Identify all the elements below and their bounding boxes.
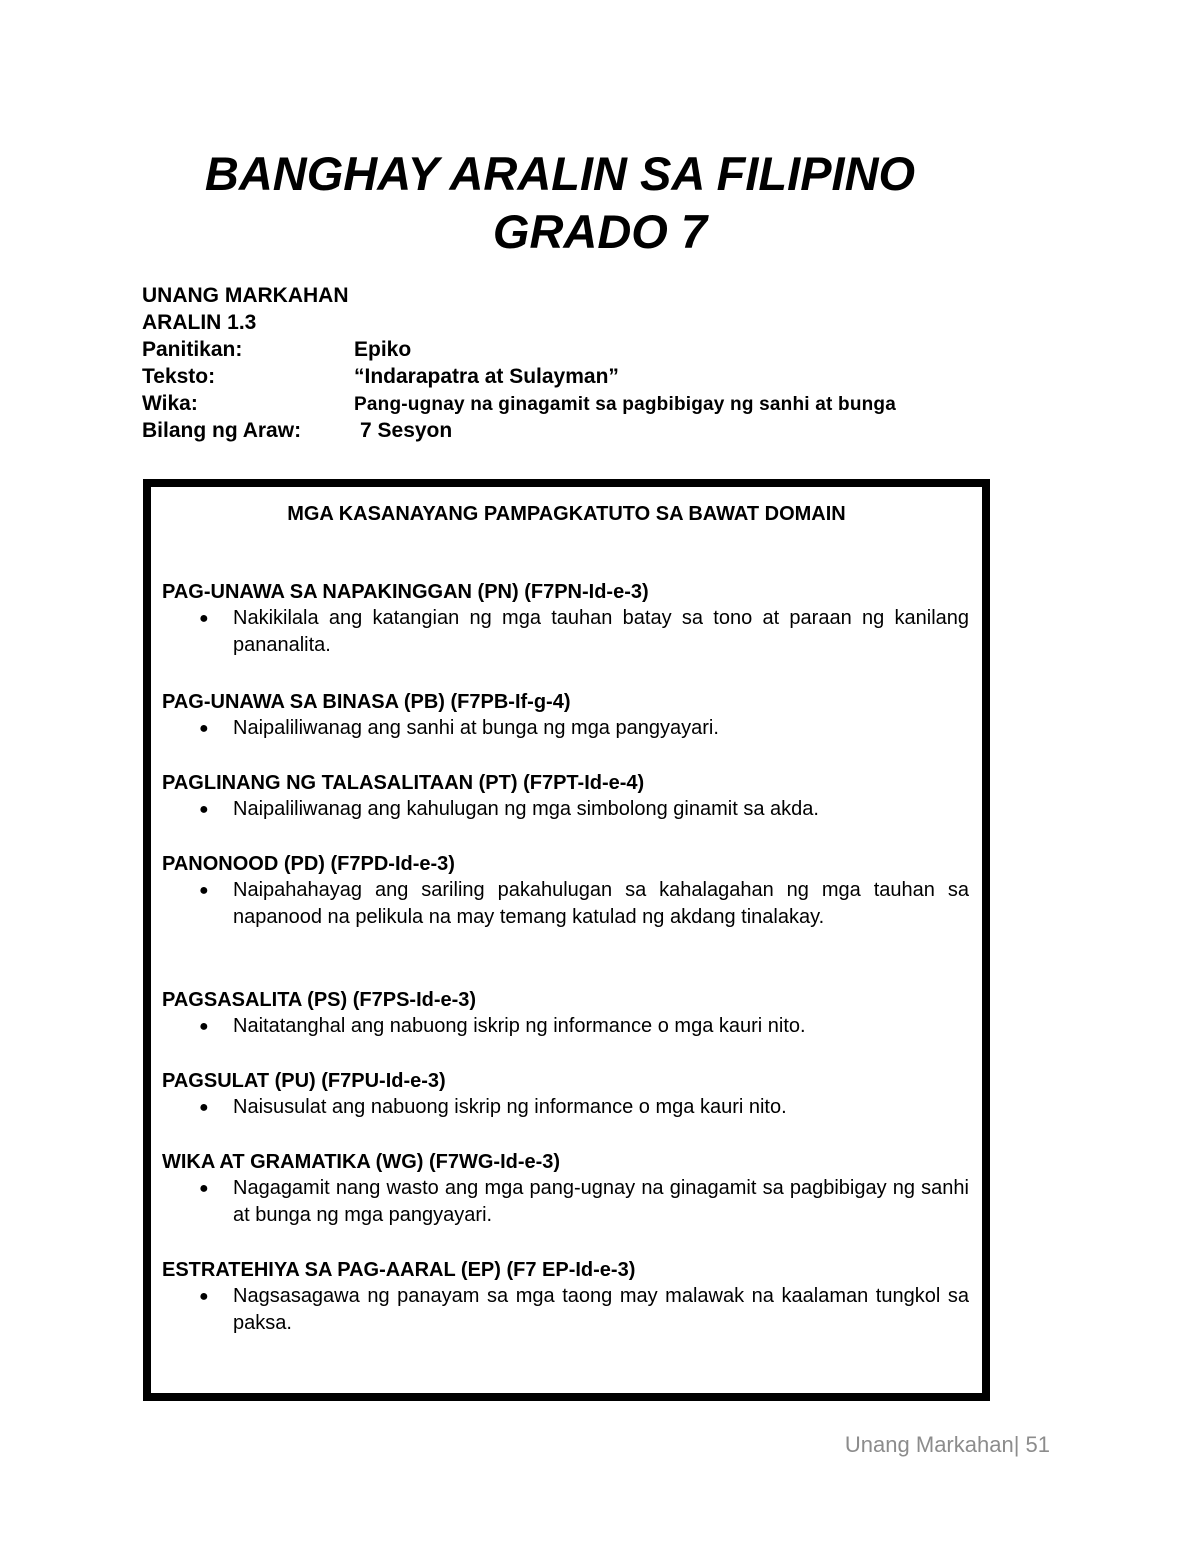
domain-title: PAG-UNAWA SA NAPAKINGGAN (PN) (F7PN-Id-e-3) — [162, 581, 649, 603]
competency-text: Naipaliliwanag ang sanhi at bunga ng mga pangyayari. — [233, 717, 719, 739]
domain-title: PAGSULAT (PU) (F7PU-Id-e-3) — [162, 1070, 446, 1092]
domain-title: PANONOOD (PD) (F7PD-Id-e-3) — [162, 853, 455, 875]
info-value: 7 Sesyon — [360, 419, 453, 442]
competency-text: Nagsasagawa ng panayam sa mga taong may malawak na kaalaman tungkol sa paksa. — [233, 1285, 969, 1334]
competency-text: Naipaliliwanag ang kahulugan ng mga simbolong ginamit sa akda. — [233, 798, 819, 820]
bullet-icon: ● — [199, 1018, 209, 1035]
page-footer: Unang Markahan| 51 — [844, 1432, 1050, 1457]
domain-section — [162, 987, 969, 1040]
bullet-icon: ● — [199, 882, 209, 899]
list-item — [162, 715, 969, 742]
info-row-wika — [142, 390, 896, 417]
list-item — [162, 1013, 969, 1040]
list-item — [162, 877, 969, 931]
info-label: Teksto: — [142, 365, 216, 388]
competency-text: Naisusulat ang nabuong iskrip ng informance o mga kauri nito. — [233, 1096, 787, 1118]
bullet-icon: ● — [199, 720, 209, 737]
domain-section — [162, 851, 969, 931]
bullet-icon: ● — [199, 801, 209, 818]
quarter-label: UNANG MARKAHAN — [142, 284, 349, 307]
info-row-bilang-ng-araw — [142, 417, 896, 444]
bullet-icon: ● — [199, 1099, 209, 1116]
domain-title: WIKA AT GRAMATIKA (WG) (F7WG-Id-e-3) — [162, 1151, 561, 1173]
page-title: BANGHAY ARALIN SA FILIPINO — [204, 147, 916, 200]
domain-title: ESTRATEHIYA SA PAG-AARAL (EP) (F7 EP-Id-e-3) — [162, 1259, 636, 1281]
domain-section — [162, 689, 969, 742]
list-item — [162, 1094, 969, 1121]
bullet-icon: ● — [199, 1180, 209, 1197]
info-label: Panitikan: — [142, 338, 243, 361]
domain-section — [162, 770, 969, 823]
info-value: Epiko — [354, 338, 412, 361]
info-value: “Indarapatra at Sulayman” — [354, 365, 619, 388]
info-value: Pang-ugnay na ginagamit sa pagbibigay ng sanhi at bunga — [354, 394, 897, 415]
competencies-box — [143, 479, 990, 1401]
competency-text: Nakikilala ang katangian ng mga tauhan batay sa tono at paraan ng kanilang pananalita. — [233, 607, 969, 656]
info-label: Wika: — [142, 392, 198, 415]
domain-title: PAG-UNAWA SA BINASA (PB) (F7PB-If-g-4) — [162, 691, 571, 713]
competency-text: Nagagamit nang wasto ang mga pang-ugnay na ginagamit sa pagbibigay ng sanhi at bunga ng mga pangyayari. — [233, 1177, 969, 1226]
info-label: Bilang ng Araw: — [142, 419, 302, 442]
competency-text: Naitatanghal ang nabuong iskrip ng informance o mga kauri nito. — [233, 1015, 806, 1037]
domain-section — [162, 1257, 969, 1337]
info-row-teksto — [142, 363, 896, 390]
domain-section — [162, 1068, 969, 1121]
competencies-heading: MGA KASANAYANG PAMPAGKATUTO SA BAWAT DOMAIN — [287, 503, 846, 525]
domain-title: PAGLINANG NG TALASALITAAN (PT) (F7PT-Id-e-4) — [162, 772, 645, 794]
lesson-info — [142, 282, 896, 444]
list-item — [162, 1175, 969, 1229]
lesson-label: ARALIN 1.3 — [142, 311, 257, 334]
domain-section — [162, 579, 969, 659]
list-item — [162, 796, 969, 823]
bullet-icon: ● — [199, 610, 209, 627]
list-item — [162, 1283, 969, 1337]
list-item — [162, 605, 969, 659]
domain-section — [162, 1149, 969, 1229]
bullet-icon: ● — [199, 1288, 209, 1305]
competency-text: Naipahahayag ang sariling pakahulugan sa kahalagahan ng mga tauhan sa napanood na pelikula na may temang katulad ng akdang tinalakay. — [233, 879, 969, 928]
page-subtitle: GRADO 7 — [492, 205, 708, 258]
domain-title: PAGSASALITA (PS) (F7PS-Id-e-3) — [162, 989, 477, 1011]
info-row-panitikan — [142, 336, 896, 363]
